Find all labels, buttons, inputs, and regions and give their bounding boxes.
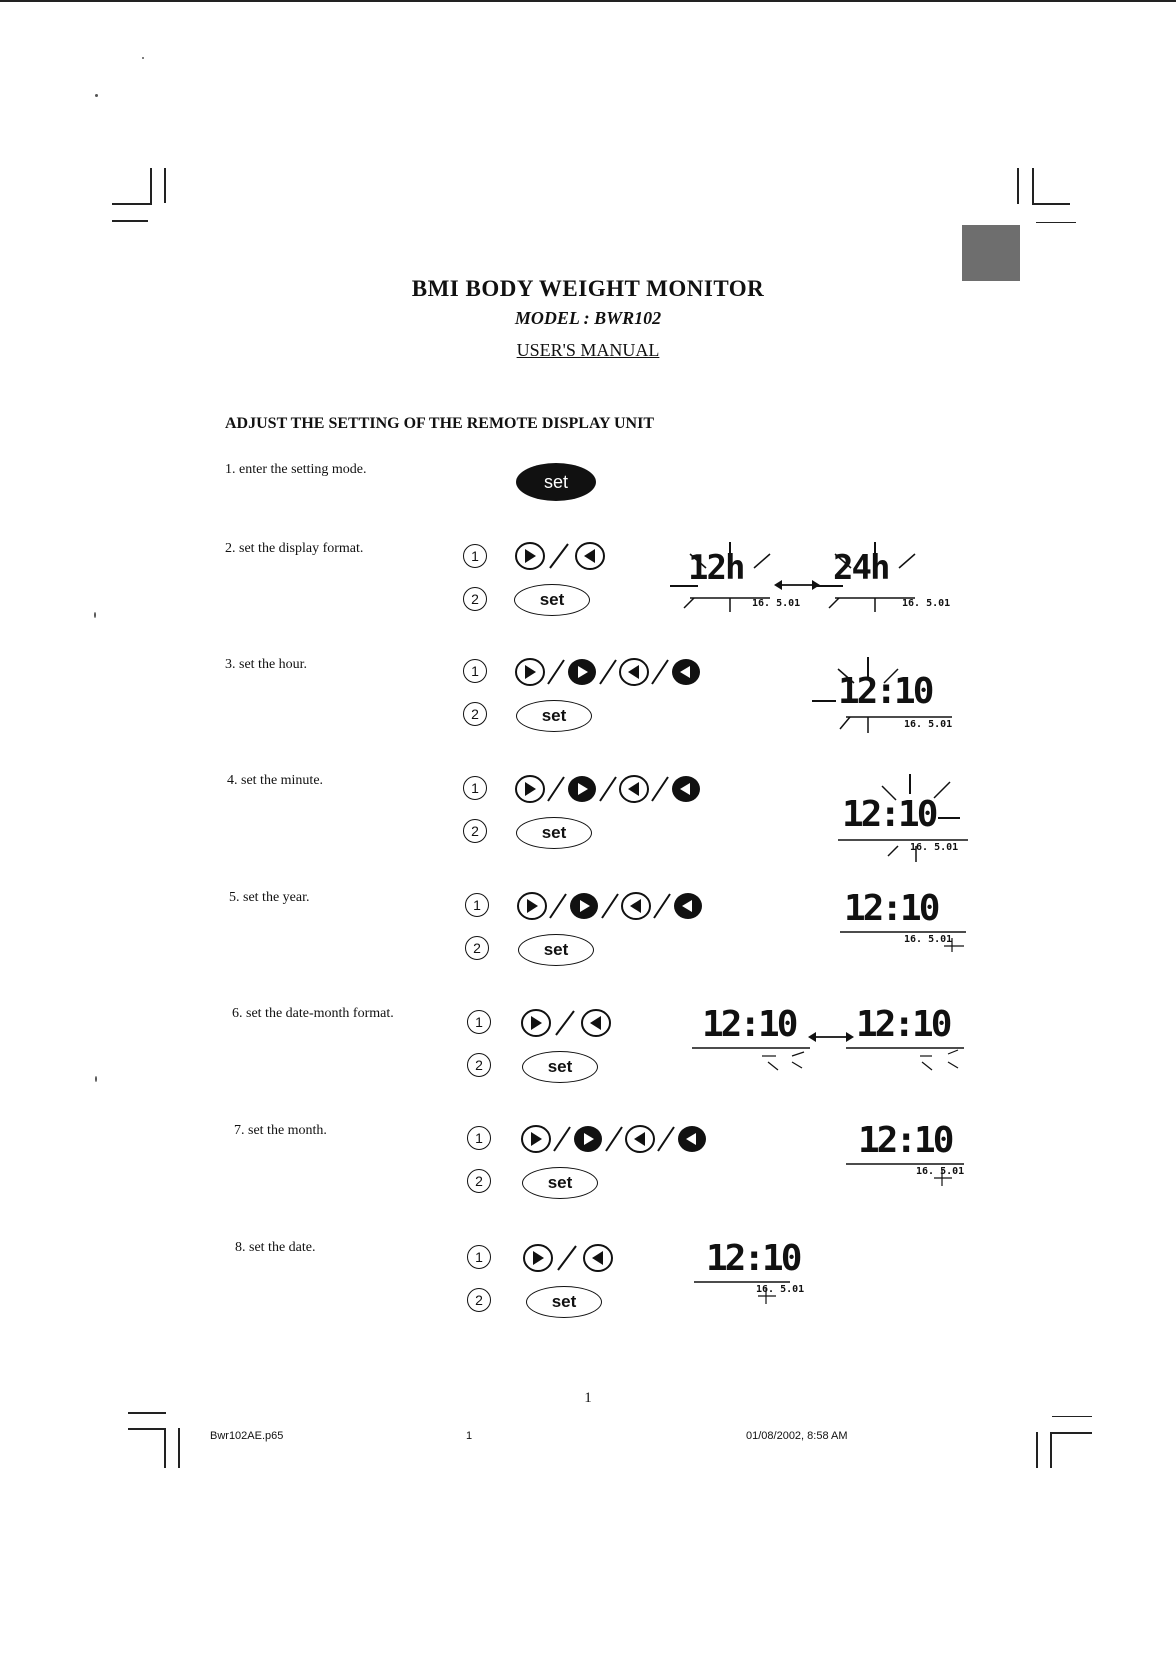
step-marker-2: 2 xyxy=(463,819,487,843)
page-number: 1 xyxy=(584,1390,592,1406)
scan-speck xyxy=(142,57,144,59)
step-marker-1: 1 xyxy=(467,1245,491,1269)
manual-label: USER'S MANUAL xyxy=(516,340,660,360)
lcd-time-text: 12:10 xyxy=(838,671,932,712)
step-label: 3. set the hour. xyxy=(225,657,308,672)
lcd-time-text: 12:10 xyxy=(842,794,936,835)
step-marker-2: 2 xyxy=(467,1053,491,1077)
footer-timestamp: 01/08/2002, 8:58 AM xyxy=(746,1430,848,1442)
set-button-icon: set xyxy=(516,817,592,849)
lcd-time-text: 12:10 xyxy=(858,1120,952,1161)
crop-mark xyxy=(1052,1416,1092,1417)
crop-mark xyxy=(1036,222,1076,223)
lcd-subline: 16. 5.01 xyxy=(752,598,801,609)
lcd-12h-icon xyxy=(688,548,743,588)
scan-speck xyxy=(94,612,96,618)
lcd-time-text: 12:10 xyxy=(856,1004,950,1045)
crop-mark xyxy=(112,203,150,205)
crop-mark xyxy=(1032,203,1070,205)
footer-filename: Bwr102AE.p65 xyxy=(210,1430,284,1442)
crop-mark xyxy=(112,220,148,222)
arrow-buttons-icon xyxy=(514,656,724,688)
toggle-arrow-icon xyxy=(808,1030,854,1044)
arrow-buttons-icon xyxy=(516,890,726,922)
arrow-buttons-icon xyxy=(514,773,724,805)
step-marker-1: 1 xyxy=(463,776,487,800)
top-border-line xyxy=(0,0,1176,2)
step-marker-2: 2 xyxy=(463,587,487,611)
set-button-icon: set xyxy=(514,584,590,616)
step-label: 2. set the display format. xyxy=(225,541,364,556)
set-button-icon: set xyxy=(516,700,592,732)
registration-square xyxy=(962,225,1020,281)
lcd-24h-icon xyxy=(833,548,888,588)
step-marker-2: 2 xyxy=(467,1288,491,1312)
lcd-subline: 16. 5.01 xyxy=(904,719,953,730)
crop-mark xyxy=(1017,168,1019,204)
lcd-time-text: 12:10 xyxy=(844,888,938,929)
arrow-buttons-icon xyxy=(522,1242,618,1274)
lcd-subline: 16. 5.01 xyxy=(756,1284,805,1295)
step-label: 6. set the date-month format. xyxy=(232,1006,394,1021)
crop-mark xyxy=(178,1428,180,1468)
set-button-icon: set xyxy=(522,1051,598,1083)
scan-speck xyxy=(95,1076,97,1082)
crop-mark xyxy=(1050,1432,1092,1434)
crop-mark xyxy=(1036,1432,1038,1468)
step-marker-1: 1 xyxy=(465,893,489,917)
lcd-subline: 16. 5.01 xyxy=(916,1166,965,1177)
step-label: 8. set the date. xyxy=(235,1240,316,1255)
step-marker-2: 2 xyxy=(465,936,489,960)
set-button-icon: set xyxy=(516,463,596,501)
arrow-buttons-icon xyxy=(520,1123,730,1155)
set-button-icon: set xyxy=(526,1286,602,1318)
lcd-year-display xyxy=(840,890,980,960)
lcd-subline: 16. 5.01 xyxy=(910,842,959,853)
crop-mark xyxy=(150,168,152,205)
document-title: BMI BODY WEIGHT MONITOR xyxy=(411,276,765,301)
set-button-icon: set xyxy=(518,934,594,966)
lcd-12h-text: 12h xyxy=(688,548,744,588)
lcd-date-display xyxy=(694,1240,834,1312)
footer-page: 1 xyxy=(466,1430,473,1442)
step-label: 1. enter the setting mode. xyxy=(225,462,367,477)
lcd-date-month-format-display xyxy=(692,1004,982,1084)
scan-speck xyxy=(95,94,98,97)
step-marker-2: 2 xyxy=(467,1169,491,1193)
arrow-buttons-icon xyxy=(514,540,610,572)
lcd-month-display xyxy=(846,1120,976,1192)
lcd-time-text: 12:10 xyxy=(706,1238,800,1279)
step-marker-1: 1 xyxy=(467,1010,491,1034)
step-marker-1: 1 xyxy=(463,544,487,568)
step-label: 5. set the year. xyxy=(229,890,310,905)
crop-mark xyxy=(1050,1432,1052,1468)
crop-mark xyxy=(128,1428,164,1430)
lcd-time-text: 12:10 xyxy=(702,1004,796,1045)
set-button-icon: set xyxy=(522,1167,598,1199)
lcd-hour-display xyxy=(812,655,972,735)
toggle-arrow-icon xyxy=(774,578,820,592)
step-label: 4. set the minute. xyxy=(227,773,324,788)
lcd-subline: 16. 5.01 xyxy=(902,598,951,609)
step-label: 7. set the month. xyxy=(234,1123,327,1138)
lcd-format-display xyxy=(670,540,970,620)
step-marker-1: 1 xyxy=(463,659,487,683)
lcd-subline: 16. 5.01 xyxy=(904,934,953,945)
arrow-buttons-icon xyxy=(520,1007,616,1039)
model-number: MODEL : BWR102 xyxy=(514,308,662,328)
lcd-minute-display xyxy=(838,772,978,864)
lcd-24h-text: 24h xyxy=(833,548,889,588)
section-heading: ADJUST THE SETTING OF THE REMOTE DISPLAY UNIT xyxy=(225,415,655,432)
crop-mark xyxy=(1032,168,1034,204)
step-marker-2: 2 xyxy=(463,702,487,726)
crop-mark xyxy=(128,1412,166,1414)
step-marker-1: 1 xyxy=(467,1126,491,1150)
crop-mark xyxy=(164,168,166,203)
crop-mark xyxy=(164,1428,166,1468)
